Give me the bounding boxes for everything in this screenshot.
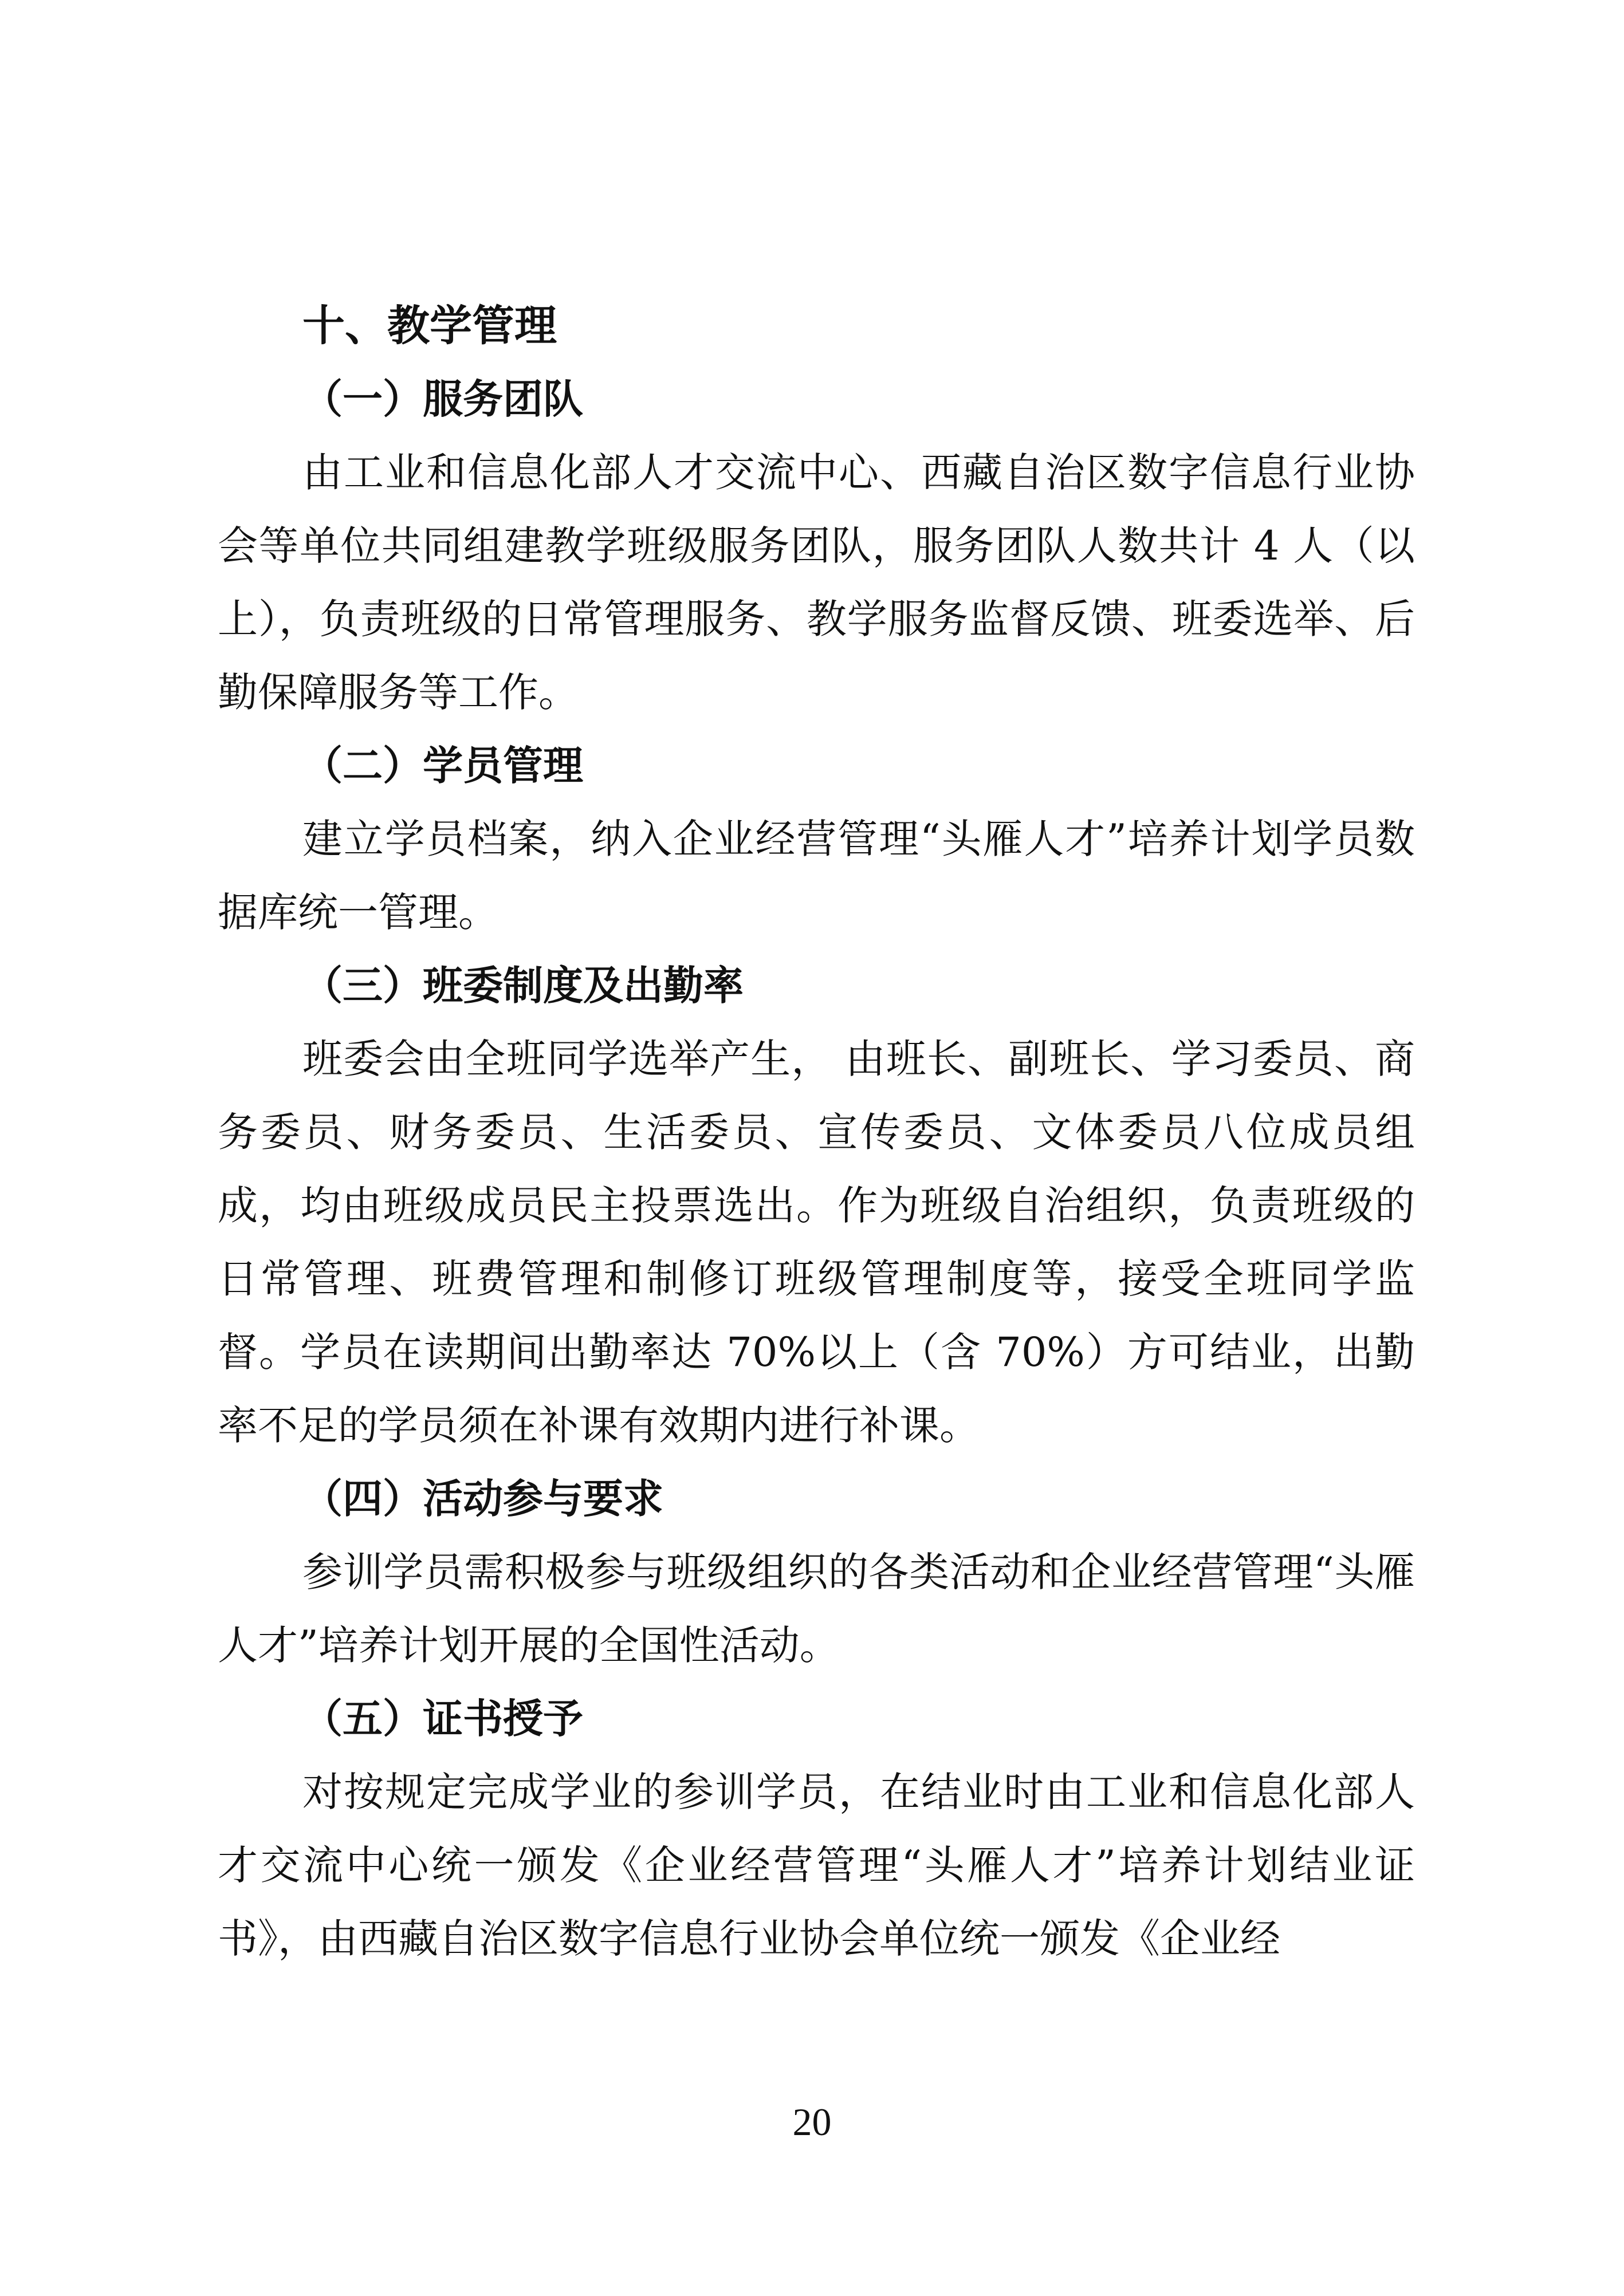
subheading-student-management: （二）学员管理 bbox=[302, 742, 583, 789]
paragraph-activity-requirements: 参训学员需积极参与班级组织的各类活动和企业经营管理“头雁人才”培养计划开展的全国性活动。 bbox=[218, 1549, 1415, 1669]
subheading-activity-requirements: （四）活动参与要求 bbox=[302, 1475, 663, 1522]
paragraph-certificate: 对按规定完成学业的参训学员，在结业时由工业和信息化部人才交流中心统一颁发《企业经营管理“头雁人才”培养计划结业证书》，由西藏自治区数字信息行业协会单位统一颁发《企业经 bbox=[218, 1769, 1415, 1962]
subheading-service-team: （一）服务团队 bbox=[302, 375, 583, 423]
paragraph-service-team: 由工业和信息化部人才交流中心、西藏自治区数字信息行业协会等单位共同组建教学班级服务团队，服务团队人数共计 4 人（以上），负责班级的日常管理服务、教学服务监督反馈、班委选举、后勤保障服务等工作。 bbox=[218, 449, 1415, 716]
page-number: 20 bbox=[792, 2100, 832, 2144]
section-heading: 十、教学管理 bbox=[302, 301, 557, 350]
paragraph-class-committee: 班委会由全班同学选举产生， 由班长、副班长、学习委员、商务委员、财务委员、生活委员、宣传委员、文体委员八位成员组成，均由班级成员民主投票选出。作为班级自治组织，负责班级的日常管理、班费管理和制修订班级管理制度等，接受全班同学监督。学员在读期间出勤率达 70%以上（含 70%）方可结业，出勤率不足的学员须在补课有效期内进行补课。 bbox=[218, 1035, 1415, 1449]
subheading-certificate: （五）证书授予 bbox=[302, 1695, 583, 1742]
subheading-class-committee: （三）班委制度及出勤率 bbox=[302, 962, 744, 1009]
document-body bbox=[218, 289, 1415, 1975]
paragraph-student-management: 建立学员档案，纳入企业经营管理“头雁人才”培养计划学员数据库统一管理。 bbox=[218, 816, 1415, 936]
